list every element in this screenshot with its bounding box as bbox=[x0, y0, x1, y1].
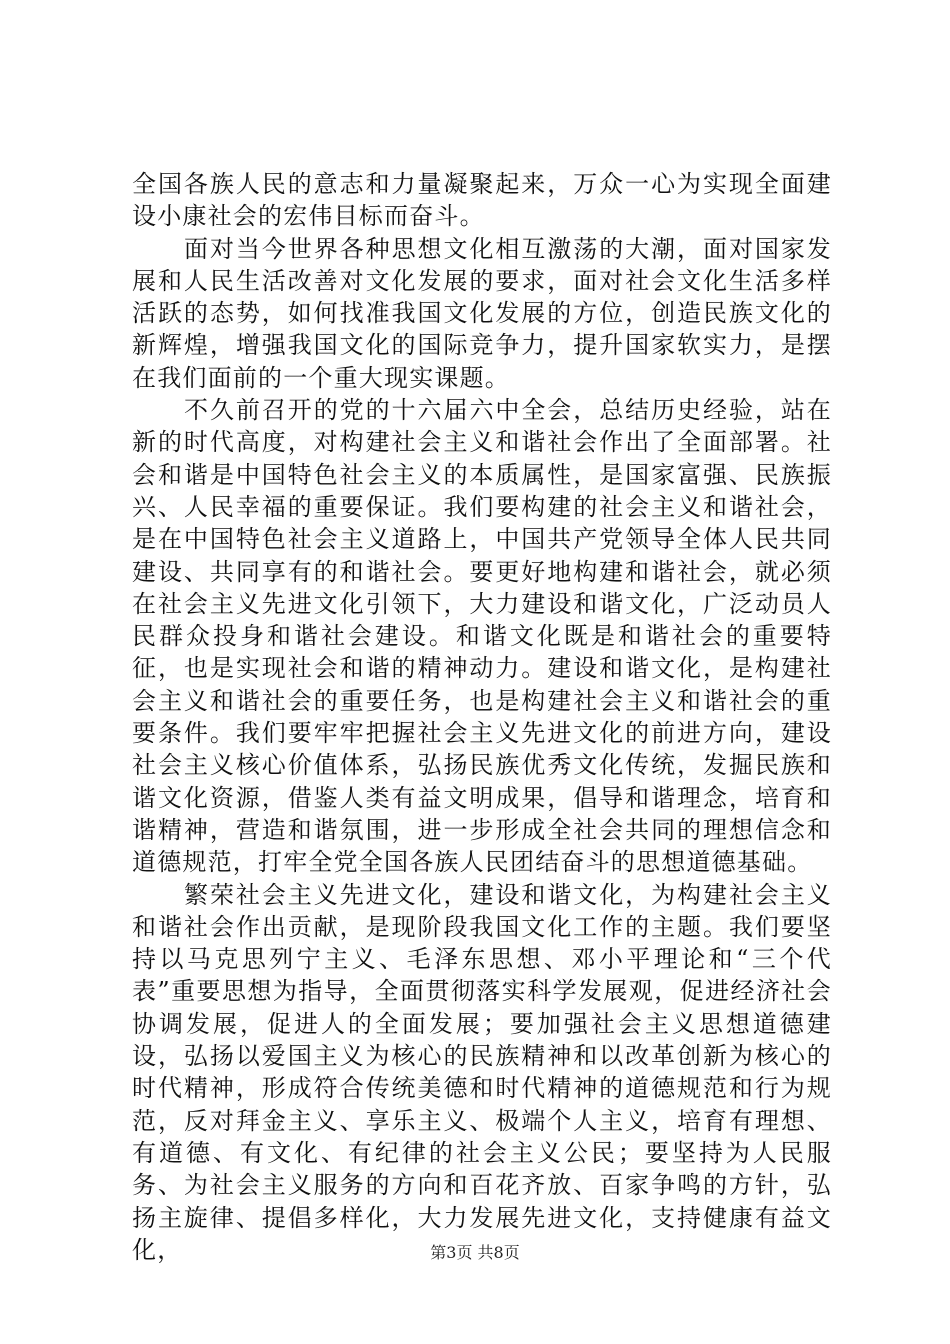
paragraph-1: 全国各族人民的意志和力量凝聚起来，万众一心为实现全面建设小康社会的宏伟目标而奋斗。 bbox=[132, 170, 832, 231]
paragraph-2: 面对当今世界各种思想文化相互激荡的大潮，面对国家发展和人民生活改善对文化发展的要求，面对社会文化生活多样活跃的态势，如何找准我国文化发展的方位，创造民族文化的新辉煌，增强我国文化的国际竞争力，提升国家软实力，是摆在我们面前的一个重大现实课题。 bbox=[132, 234, 832, 392]
document-body bbox=[132, 168, 832, 1266]
paragraph-3: 不久前召开的党的十六届六中全会，总结历史经验，站在新的时代高度，对构建社会主义和谐社会作出了全面部署。社会和谐是中国特色社会主义的本质属性，是国家富强、民族振兴、人民幸福的重要保证。我们要构建的社会主义和谐社会，是在中国特色社会主义道路上，中国共产党领导全体人民共同建设、共同享有的和谐社会。要更好地构建和谐社会，就必须在社会主义先进文化引领下，大力建设和谐文化，广泛动员人民群众投身和谐社会建设。和谐文化既是和谐社会的重要特征，也是实现社会和谐的精神动力。建设和谐文化，是构建社会主义和谐社会的重要任务，也是构建社会主义和谐社会的重要条件。我们要牢牢把握社会主义先进文化的前进方向，建设社会主义核心价值体系，弘扬民族优秀文化传统，发掘民族和谐文化资源，借鉴人类有益文明成果，倡导和谐理念，培育和谐精神，营造和谐氛围，进一步形成全社会共同的理想信念和道德规范，打牢全党全国各族人民团结奋斗的思想道德基础。 bbox=[132, 396, 832, 877]
paragraph-4: 繁荣社会主义先进文化，建设和谐文化，为构建社会主义和谐社会作出贡献，是现阶段我国文化工作的主题。我们要坚持以马克思列宁主义、毛泽东思想、邓小平理论和“三个代表”重要思想为指导，全面贯彻落实科学发展观，促进经济社会协调发展，促进人的全面发展；要加强社会主义思想道德建设，弘扬以爱国主义为核心的民族精神和以改革创新为核心的时代精神，形成符合传统美德和时代精神的道德规范和行为规范，反对拜金主义、享乐主义、极端个人主义，培育有理想、有道德、有文化、有纪律的社会主义公民；要坚持为人民服务、为社会主义服务的方向和百花齐放、百家争鸣的方针，弘扬主旋律、提倡多样化，大力发展先进文化，支持健康有益文化， bbox=[132, 880, 832, 1264]
page-number-footer: 第3页 共8页 bbox=[430, 1243, 520, 1262]
